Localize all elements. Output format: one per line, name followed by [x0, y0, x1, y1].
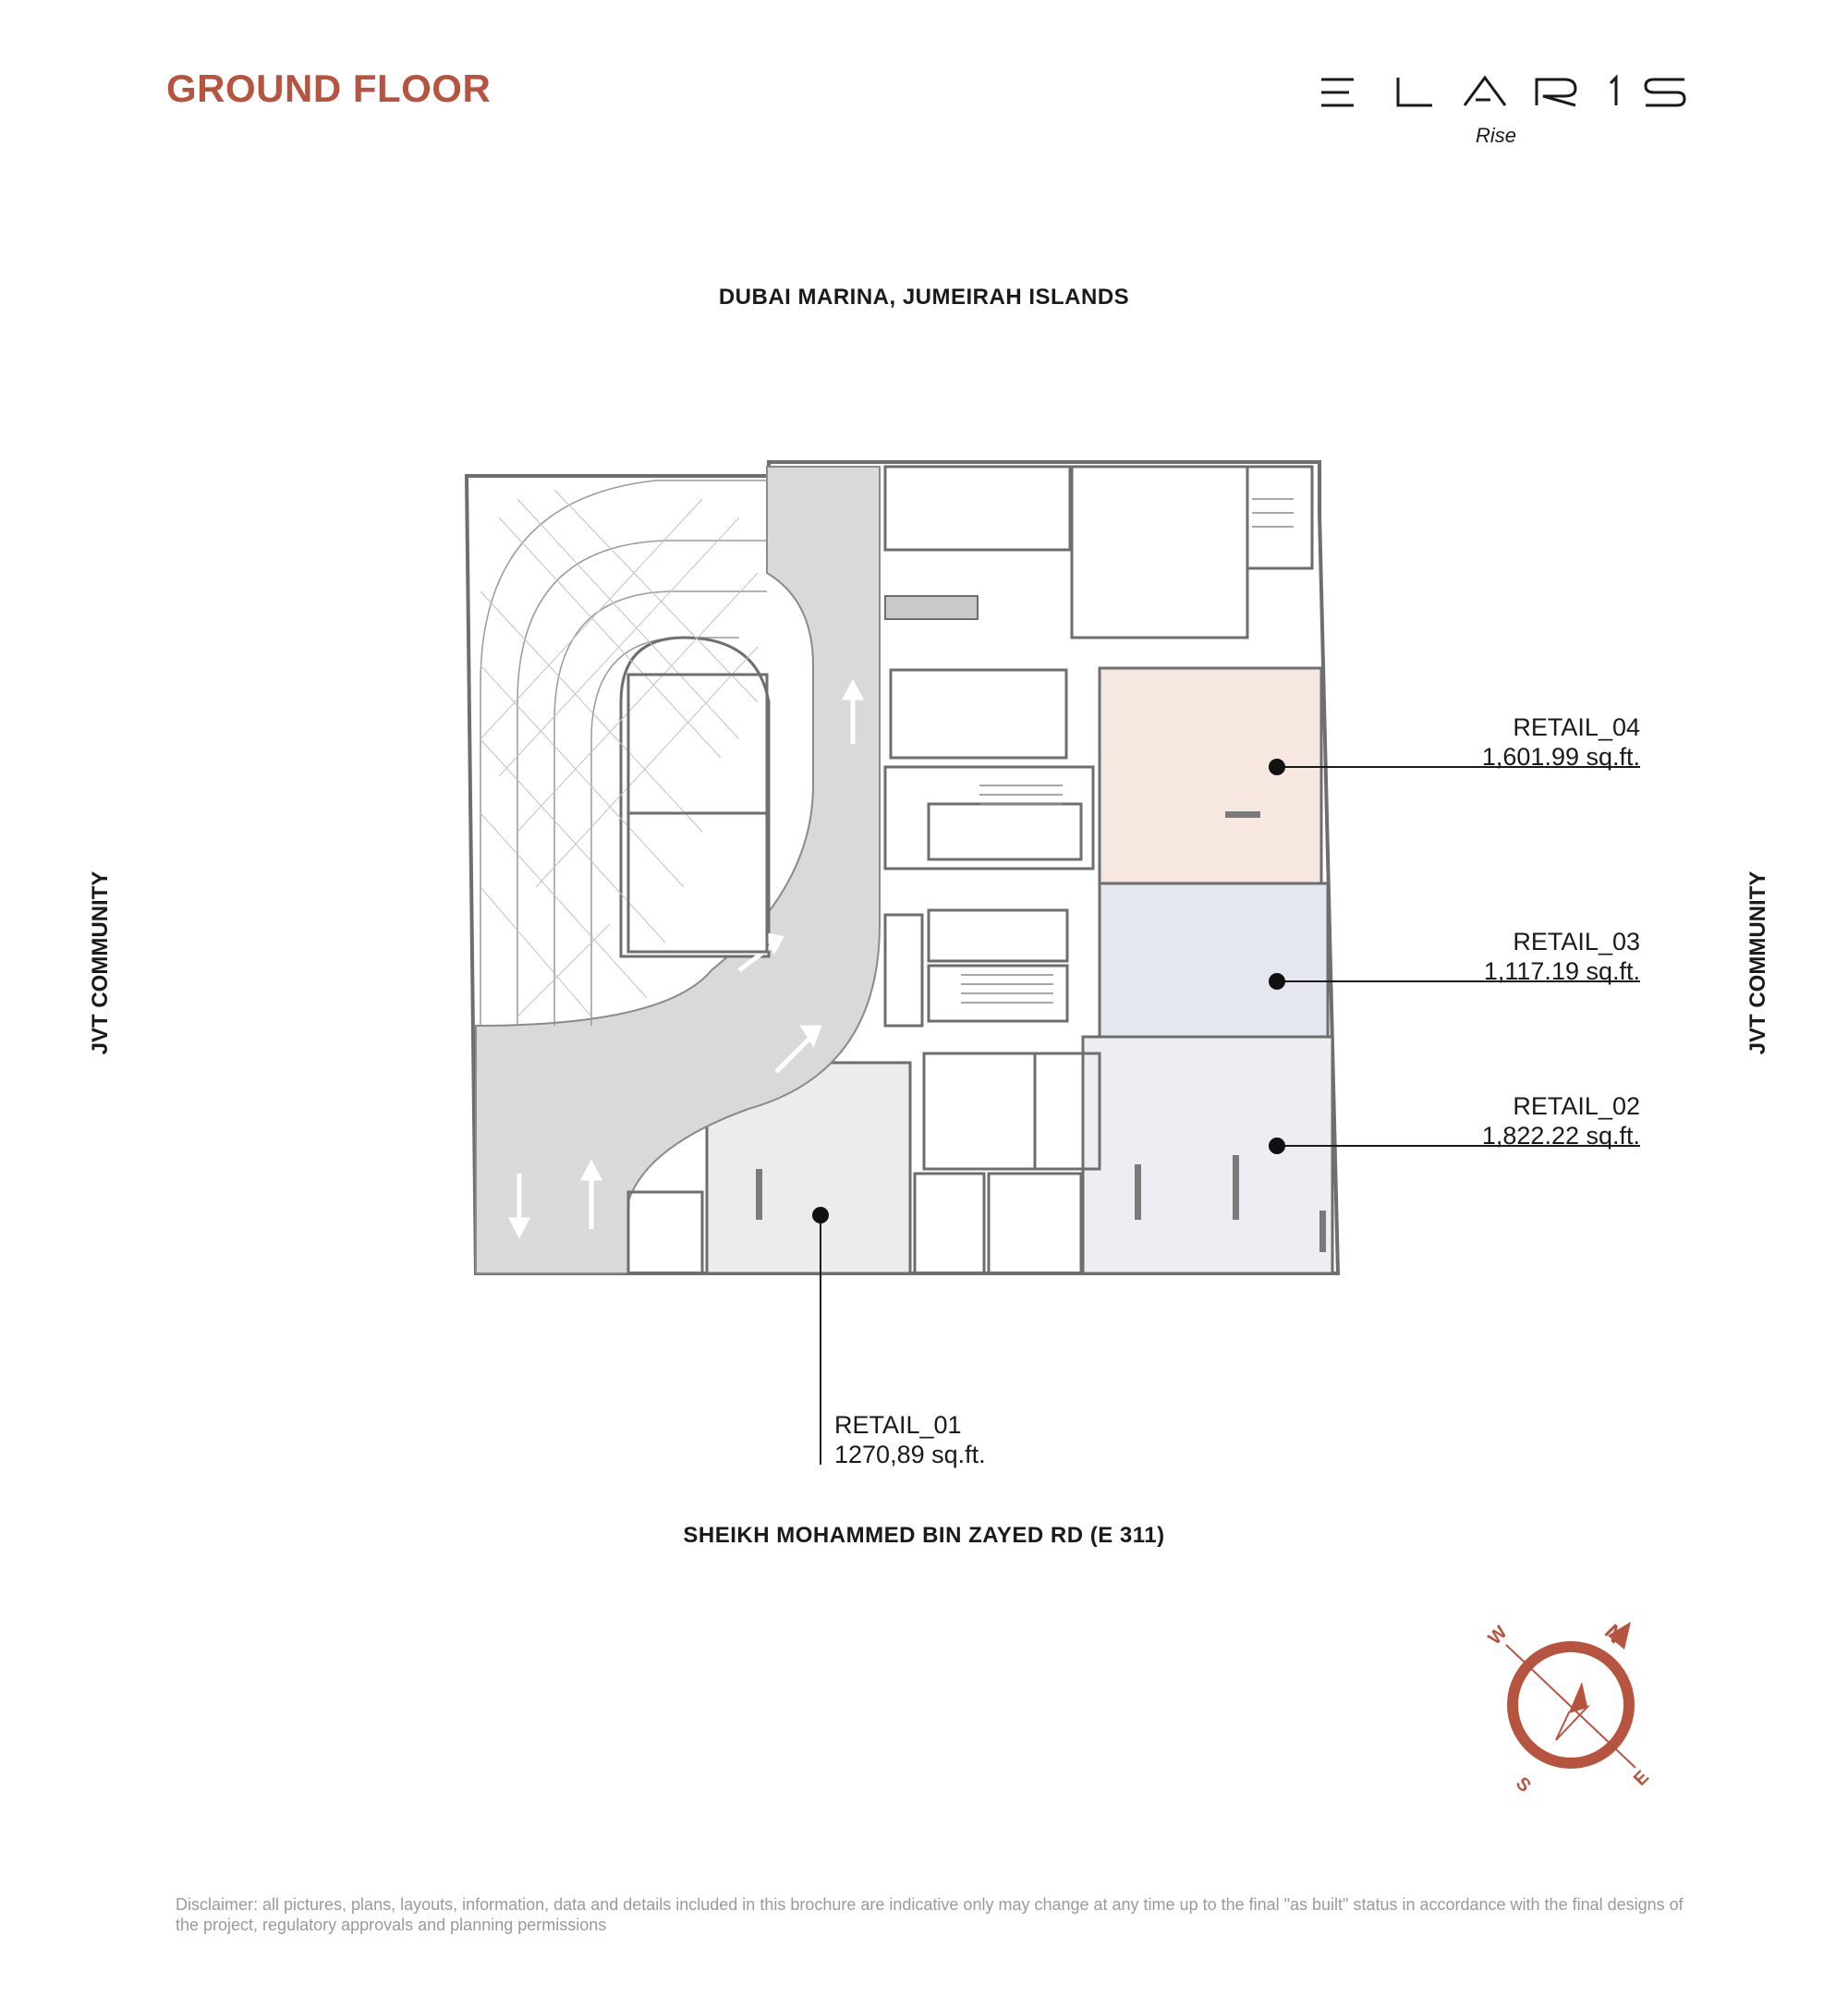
retail-02-area-text: 1,822.22 sq.ft. [1481, 1122, 1640, 1150]
retail-01-label [834, 1410, 1112, 1469]
retail-04-area [1100, 668, 1321, 883]
east-community-label: JVT COMMUNITY [1745, 870, 1770, 1055]
compass [1469, 1603, 1672, 1807]
retail-03-area-text: 1,117.19 sq.ft. [1483, 957, 1640, 985]
south-road-label: SHEIKH MOHAMMED BIN ZAYED RD (E 311) [683, 1523, 1165, 1548]
compass-n: N [1599, 1619, 1629, 1649]
retail-03-label [1386, 927, 1640, 986]
page-title: GROUND FLOOR [166, 67, 492, 110]
retail-04-area-text: 1,601.99 sq.ft. [1481, 743, 1640, 771]
retail-02-label [1386, 1091, 1640, 1150]
retail-01-name: RETAIL_01 [834, 1411, 962, 1439]
disclaimer-text: Disclaimer: all pictures, plans, layouts, information, data and details included in this brochure are indicative only may change at any time up to the final "as built" status in accordance with the final designs of the project, regulatory approvals and planning permissions [176, 1895, 1684, 1934]
north-road-label: DUBAI MARINA, JUMEIRAH ISLANDS [718, 285, 1130, 310]
retail-04-label [1386, 712, 1640, 772]
retail-04-dot [1269, 759, 1285, 775]
compass-s: S [1511, 1772, 1535, 1796]
brand-tagline: Rise [1476, 124, 1517, 147]
retail-02-dot [1269, 1138, 1285, 1154]
compass-w: W [1484, 1622, 1512, 1649]
retail-03-area [1100, 883, 1328, 1037]
retail-03-name: RETAIL_03 [1513, 928, 1640, 955]
retail-01-area-text: 1270,89 sq.ft. [834, 1441, 986, 1468]
west-community-label: JVT COMMUNITY [88, 870, 113, 1055]
needle-south [1556, 1707, 1587, 1740]
retail-02-area [1083, 1037, 1332, 1273]
retail-01-dot [812, 1207, 829, 1223]
hatched-wall [885, 596, 978, 619]
retail-04-name: RETAIL_04 [1513, 713, 1640, 741]
retail-02-name: RETAIL_02 [1513, 1092, 1640, 1120]
compass-e: E [1629, 1767, 1653, 1791]
retail-03-dot [1269, 973, 1285, 990]
